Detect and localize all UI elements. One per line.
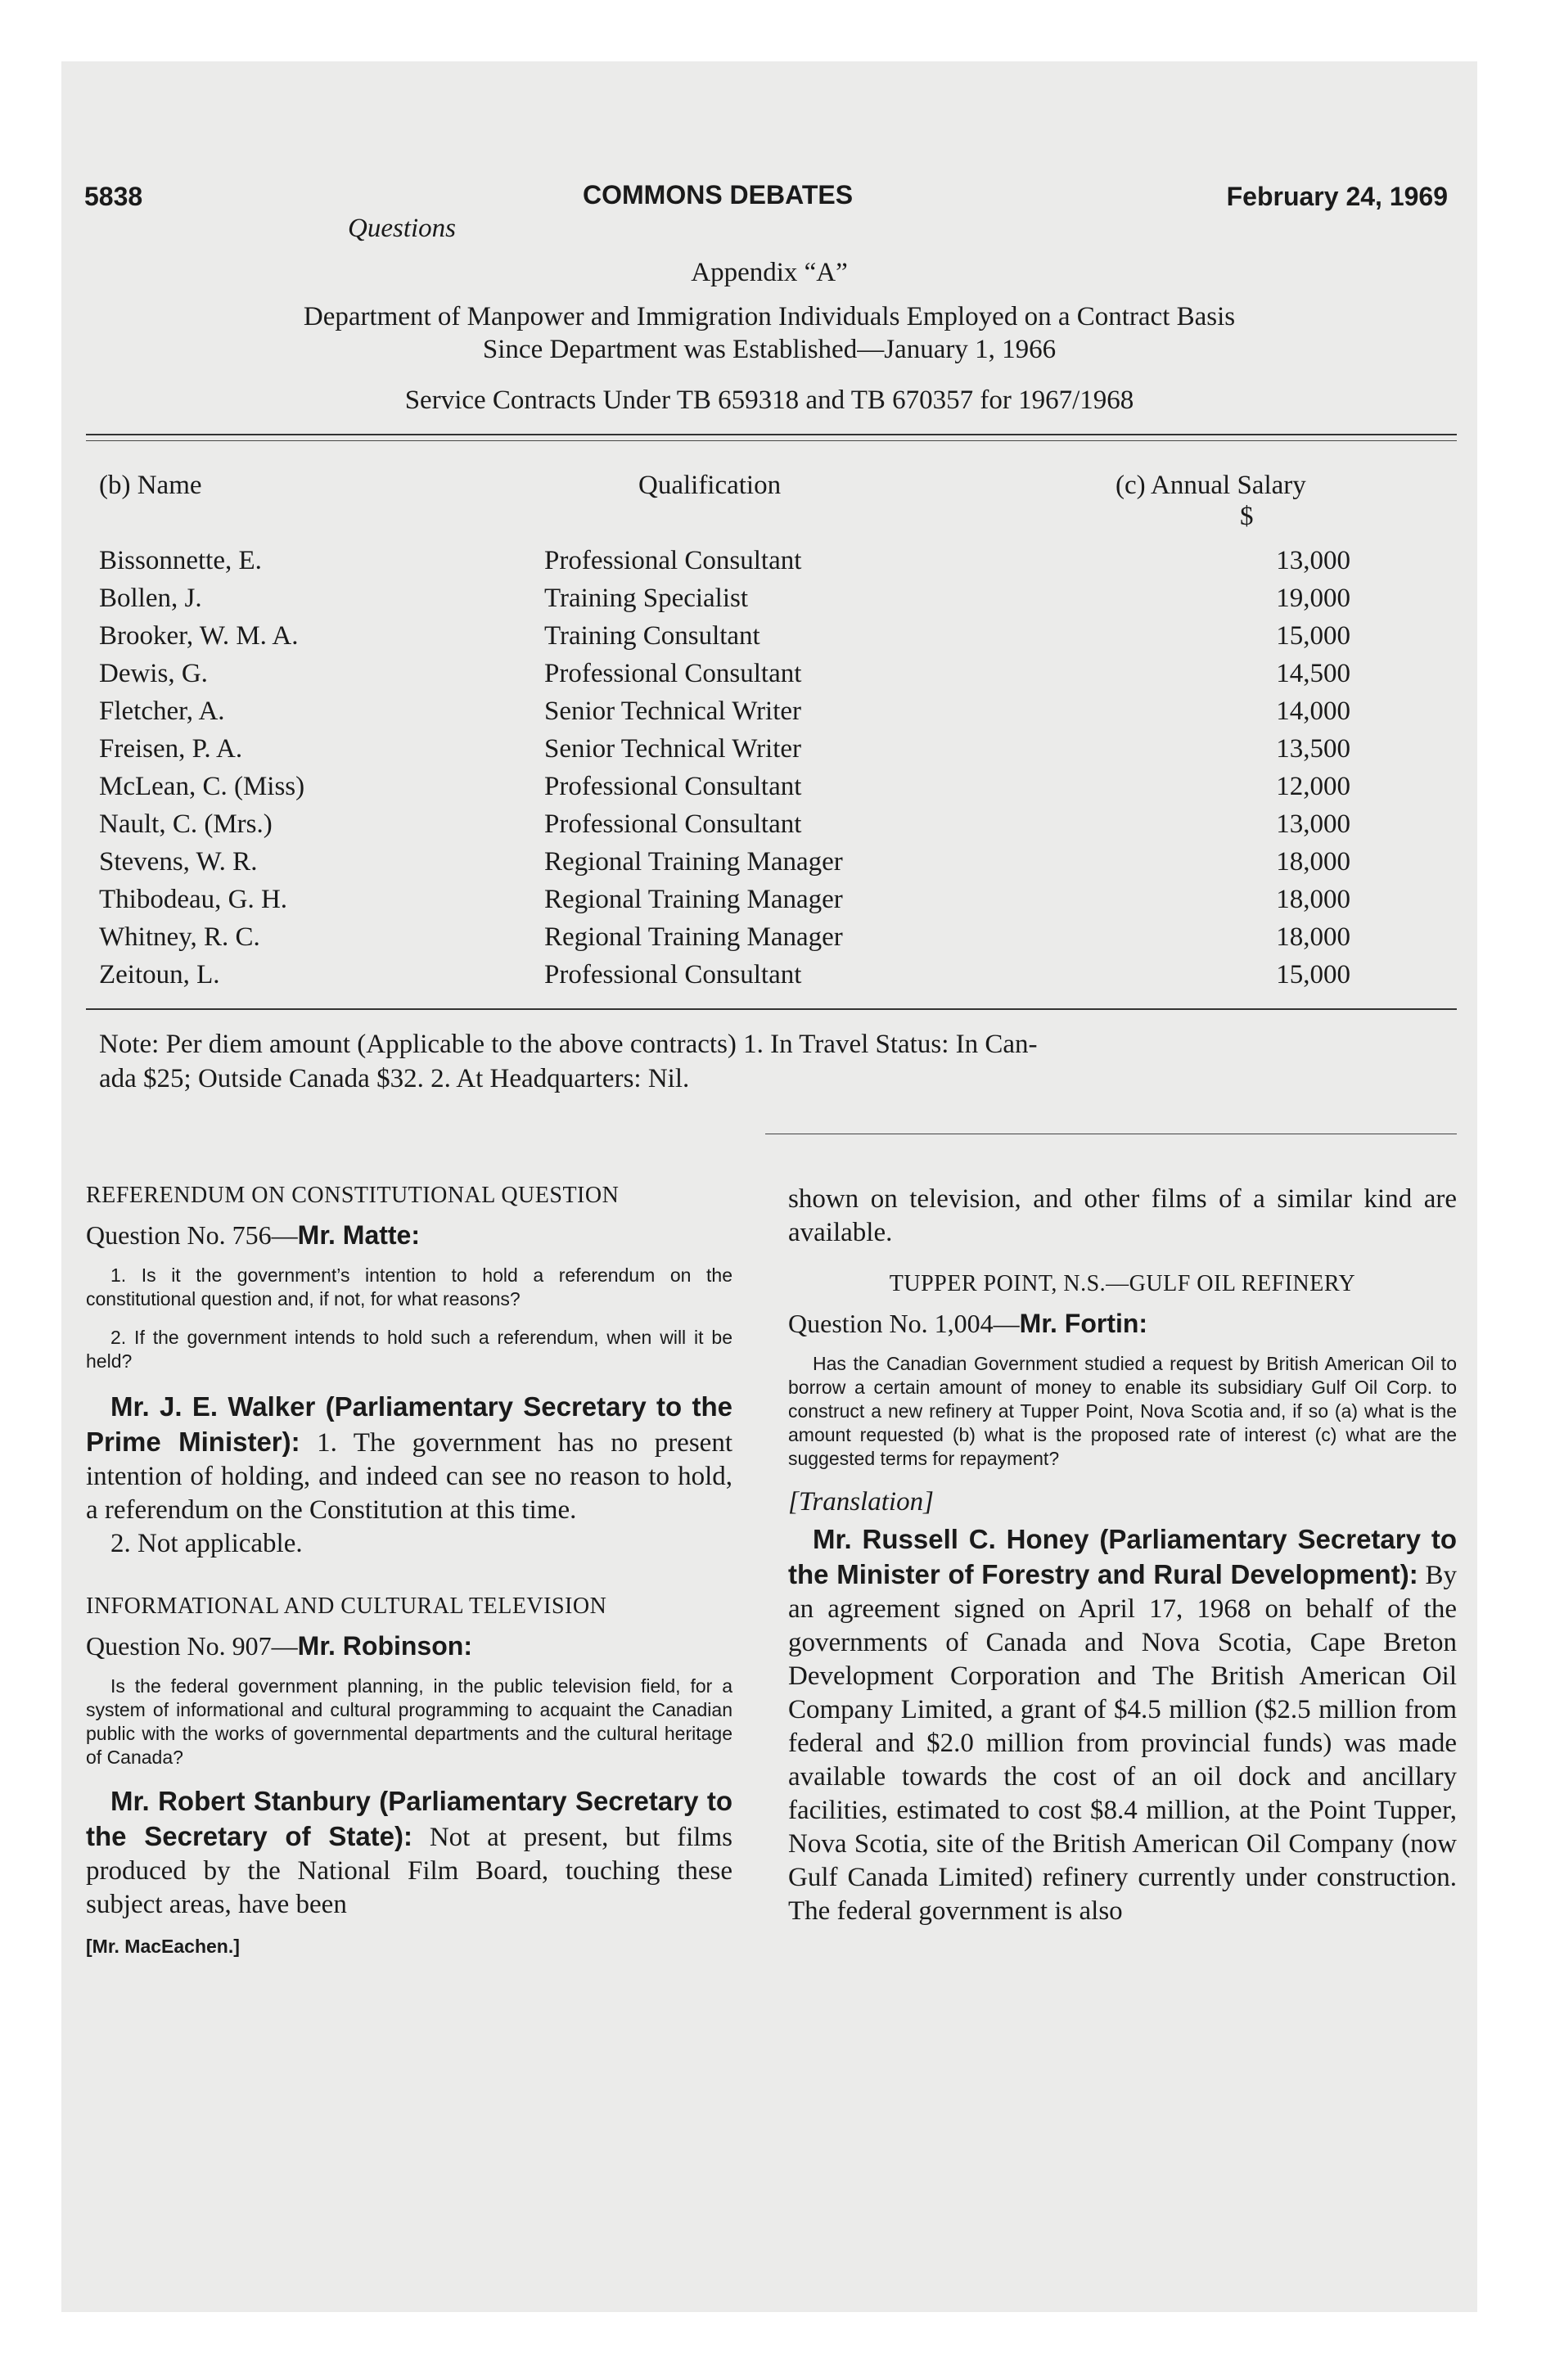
- q1004-answer-text: By an agreement signed on April 17, 1968 on behalf of the governments of Canada and Nova Scotia, Cape Breton Development Corporation and The British American Oil Company Limited, a grant of $4.5 million ($2.5 million from federal and $2.0 million from provincial funds) was made available towards the cost of an oil dock and ancillary facilities, estimated to cost $8.4 million, at the Point Tupper, Nova Scotia, site of the British American Oil Company (now Gulf Canada Limited) refinery currently under construction. The federal government is also: [788, 1561, 1457, 1926]
- speaker-footer: [Mr. MacEachen.]: [86, 1936, 240, 1957]
- row-name: Zeitoun, L.: [99, 960, 220, 989]
- q1004-prefix: Question No. 1,004—: [788, 1309, 1020, 1338]
- row-name: Bollen, J.: [99, 584, 202, 613]
- row-name: Nault, C. (Mrs.): [99, 809, 273, 839]
- row-name: Whitney, R. C.: [99, 922, 260, 952]
- row-salary: 18,000: [1276, 847, 1350, 877]
- note-line2: ada $25; Outside Canada $32. 2. At Headquarters: Nil.: [99, 1064, 690, 1093]
- col-header-qualification: Qualification: [638, 471, 782, 500]
- row-salary: 15,000: [1276, 960, 1350, 989]
- q907-question: Is the federal government planning, in the public television field, for a system of informational and cultural programming to acquaint the Canadian public with the works of governmental departments and the cultural heritage of Canada?: [86, 1675, 732, 1768]
- row-salary: 13,000: [1276, 546, 1350, 575]
- section-label: Questions: [348, 214, 456, 243]
- row-qualification: Professional Consultant: [544, 772, 802, 801]
- table-row: [61, 621, 1477, 659]
- q756-number: [86, 1220, 732, 1251]
- row-salary: 18,000: [1276, 922, 1350, 952]
- row-name: Stevens, W. R.: [99, 847, 258, 877]
- q907-answerer: Mr. Robert Stanbury (Parliamentary Secretary to the Secretary of State):: [86, 1786, 732, 1851]
- table-row: [61, 809, 1477, 847]
- table-row: [61, 584, 1477, 621]
- row-qualification: Regional Training Manager: [544, 847, 843, 877]
- row-qualification: Professional Consultant: [544, 809, 802, 839]
- translation-tag: [Translation]: [788, 1487, 934, 1517]
- right-column: [788, 1183, 1457, 1928]
- note-line1: Note: Per diem amount (Applicable to the above contracts) 1. In Travel Status: In Can-: [99, 1030, 1038, 1059]
- row-qualification: Senior Technical Writer: [544, 734, 802, 764]
- q756-asker: Mr. Matte:: [297, 1220, 420, 1250]
- row-qualification: Professional Consultant: [544, 960, 802, 989]
- page-number: 5838: [84, 182, 143, 211]
- table-top-rule-2: [86, 440, 1457, 441]
- table-row: [61, 659, 1477, 696]
- table-top-rule: [86, 434, 1457, 435]
- row-name: Freisen, P. A.: [99, 734, 243, 764]
- table-row: [61, 734, 1477, 772]
- row-qualification: Professional Consultant: [544, 546, 802, 575]
- q756-answer-1: 1. The government has no present intention of holding, and indeed can see no reason to hold, a referendum on the Constitution at this time.: [86, 1428, 732, 1525]
- row-salary: 13,000: [1276, 809, 1350, 839]
- table-row: [61, 696, 1477, 734]
- table-row: [61, 772, 1477, 809]
- q1004-number: [788, 1309, 1457, 1339]
- row-name: McLean, C. (Miss): [99, 772, 305, 801]
- q756-prefix: Question No. 756—: [86, 1220, 298, 1250]
- row-salary: 12,000: [1276, 772, 1350, 801]
- table-row: [61, 847, 1477, 885]
- left-column: [86, 1183, 732, 1959]
- continuation-text: shown on television, and other films of a similar kind are available.: [788, 1184, 1457, 1247]
- q1004-answerer: Mr. Russell C. Honey (Parliamentary Secretary to the Minister of Forestry and Rural Development):: [788, 1524, 1457, 1589]
- row-qualification: Training Consultant: [544, 621, 760, 651]
- col-header-salary-unit: $: [1240, 502, 1254, 531]
- row-qualification: Professional Consultant: [544, 659, 802, 688]
- page-date: February 24, 1969: [1226, 182, 1448, 211]
- row-qualification: Regional Training Manager: [544, 885, 843, 914]
- row-salary: 14,000: [1276, 696, 1350, 726]
- row-qualification: Training Specialist: [544, 584, 749, 613]
- q1004-question: Has the Canadian Government studied a request by British American Oil to borrow a certain amount of money to enable its subsidiary Gulf Oil Corp. to construct a new refinery at Tupper Point, Nova Scotia and, if so (a) what is the amount requested (b) what is the proposed rate of interest (c) what are the suggested terms for repayment?: [788, 1353, 1457, 1469]
- appendix-title-line1: Department of Manpower and Immigration Individuals Employed on a Contract Basis: [303, 302, 1236, 331]
- q756-question-2: 2. If the government intends to hold such a referendum, when will it be held?: [86, 1327, 732, 1372]
- q1004-heading: TUPPER POINT, N.S.—GULF OIL REFINERY: [889, 1271, 1356, 1296]
- q907-number: [86, 1631, 732, 1661]
- document-page: [61, 61, 1477, 2312]
- row-salary: 19,000: [1276, 584, 1350, 613]
- q907-heading: INFORMATIONAL AND CULTURAL TELEVISION: [86, 1593, 607, 1619]
- journal-title: COMMONS DEBATES: [583, 180, 854, 210]
- row-name: Bissonnette, E.: [99, 546, 262, 575]
- q756-heading: REFERENDUM ON CONSTITUTIONAL QUESTION: [86, 1183, 620, 1208]
- table-row: [61, 960, 1477, 998]
- q907-answer: [86, 1784, 732, 1922]
- row-qualification: Regional Training Manager: [544, 922, 843, 952]
- table-row: [61, 546, 1477, 584]
- col-header-name: (b) Name: [99, 471, 202, 500]
- table-row: [61, 922, 1477, 960]
- row-salary: 18,000: [1276, 885, 1350, 914]
- contracts-line: Service Contracts Under TB 659318 and TB 670357 for 1967/1968: [404, 385, 1134, 415]
- appendix-title-line2: Since Department was Established—January 1, 1966: [482, 335, 1057, 364]
- row-salary: 13,500: [1276, 734, 1350, 764]
- row-name: Brooker, W. M. A.: [99, 621, 299, 651]
- row-name: Fletcher, A.: [99, 696, 225, 726]
- col-header-salary: (c) Annual Salary: [1116, 471, 1306, 500]
- q756-answerer: Mr. J. E. Walker (Parliamentary Secretary to the Prime Minister):: [86, 1391, 732, 1457]
- q907-answer-text: Not at present, but films produced by the National Film Board, touching these subject areas, have been: [86, 1823, 732, 1919]
- row-qualification: Senior Technical Writer: [544, 696, 802, 726]
- row-salary: 15,000: [1276, 621, 1350, 651]
- row-name: Dewis, G.: [99, 659, 208, 688]
- q1004-answer: [788, 1522, 1457, 1928]
- q907-prefix: Question No. 907—: [86, 1631, 298, 1661]
- q756-question-1: 1. Is it the government’s intention to hold a referendum on the constitutional question and, if not, for what reasons?: [86, 1264, 732, 1309]
- row-name: Thibodeau, G. H.: [99, 885, 288, 914]
- q907-asker: Mr. Robinson:: [297, 1631, 472, 1661]
- q1004-asker: Mr. Fortin:: [1019, 1309, 1148, 1338]
- q756-answer: [86, 1390, 732, 1527]
- table-bottom-rule: [86, 1008, 1457, 1010]
- appendix-label: Appendix “A”: [691, 258, 848, 287]
- row-salary: 14,500: [1276, 659, 1350, 688]
- table-row: [61, 885, 1477, 922]
- q756-answer-2: 2. Not applicable.: [110, 1529, 303, 1558]
